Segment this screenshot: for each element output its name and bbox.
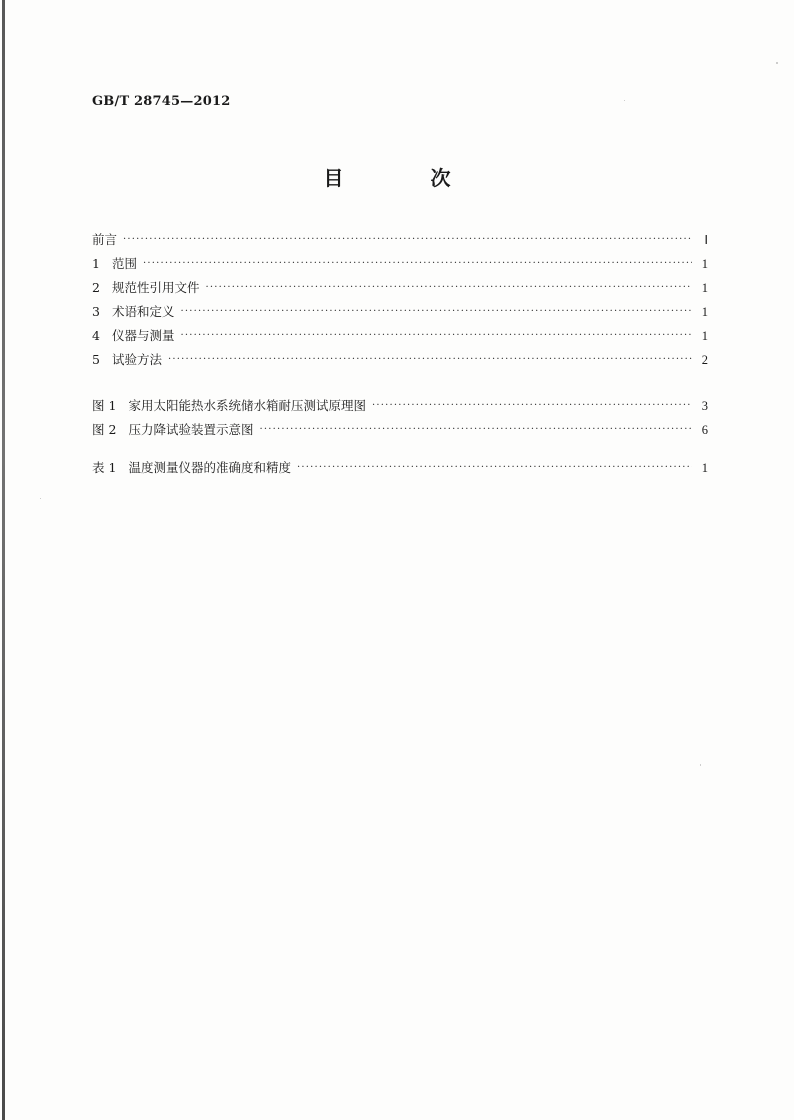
toc-main-list <box>92 228 708 372</box>
toc-entry-page: 1 <box>701 329 708 343</box>
toc-figures-list <box>92 394 708 442</box>
toc-entry-label: 前言 <box>92 232 118 247</box>
toc-entry-label: 规范性引用文件 <box>111 280 200 295</box>
toc-entry-label: 试验方法 <box>111 352 162 367</box>
scan-speck <box>624 100 625 101</box>
toc-entry-foreword[interactable] <box>92 228 708 252</box>
toc-entry-label: 仪器与测量 <box>111 328 175 343</box>
toc-dot-leader <box>372 394 692 418</box>
toc-entry-label: 范围 <box>111 256 137 271</box>
toc-entry-label: 温度测量仪器的准确度和精度 <box>128 460 291 475</box>
toc-dot-leader <box>180 324 692 348</box>
toc-entry-figure-1[interactable] <box>92 394 708 418</box>
toc-entry-test-methods[interactable] <box>92 348 708 372</box>
toc-dot-leader <box>297 456 692 480</box>
toc-entry-page: 1 <box>701 461 708 475</box>
document-id: GB/T 28745—2012 <box>92 94 231 109</box>
toc-dot-leader <box>205 276 692 300</box>
toc-dot-leader <box>123 228 692 252</box>
toc-dot-leader <box>143 252 692 276</box>
toc-dot-leader <box>168 348 692 372</box>
toc-entry-page: 3 <box>701 399 708 413</box>
toc-entry-number: 图 1 <box>92 398 117 413</box>
toc-entry-page: 6 <box>701 423 708 437</box>
toc-tables-list <box>92 456 708 480</box>
toc-entry-label: 术语和定义 <box>111 304 175 319</box>
toc-entry-page: 1 <box>701 305 708 319</box>
toc-entry-figure-2[interactable] <box>92 418 708 442</box>
toc-entry-page: 1 <box>701 281 708 295</box>
toc-entry-page: 1 <box>701 257 708 271</box>
toc-entry-terms-definitions[interactable] <box>92 300 708 324</box>
toc-entry-normative-references[interactable] <box>92 276 708 300</box>
toc-entry-number: 1 <box>92 256 100 271</box>
toc-entry-number: 3 <box>92 304 100 319</box>
toc-dot-leader <box>180 300 692 324</box>
toc-entry-instruments[interactable] <box>92 324 708 348</box>
toc-entry-scope[interactable] <box>92 252 708 276</box>
toc-entry-table-1[interactable] <box>92 456 708 480</box>
page-title: 目 次 <box>323 166 491 190</box>
toc-dot-leader <box>259 418 692 442</box>
toc-entry-number: 4 <box>92 328 100 343</box>
toc-entry-label: 家用太阳能热水系统储水箱耐压测试原理图 <box>128 398 366 413</box>
scan-speck <box>40 498 41 499</box>
toc-entry-page: Ⅰ <box>704 233 708 247</box>
toc-entry-number: 图 2 <box>92 422 117 437</box>
toc-entry-number: 表 1 <box>92 460 117 475</box>
toc-entry-number: 5 <box>92 352 100 367</box>
toc-entry-number: 2 <box>92 280 100 295</box>
toc-entry-page: 2 <box>701 353 708 367</box>
scan-speck <box>776 62 778 64</box>
toc-entry-label: 压力降试验装置示意图 <box>128 422 254 437</box>
scan-speck <box>700 764 701 766</box>
